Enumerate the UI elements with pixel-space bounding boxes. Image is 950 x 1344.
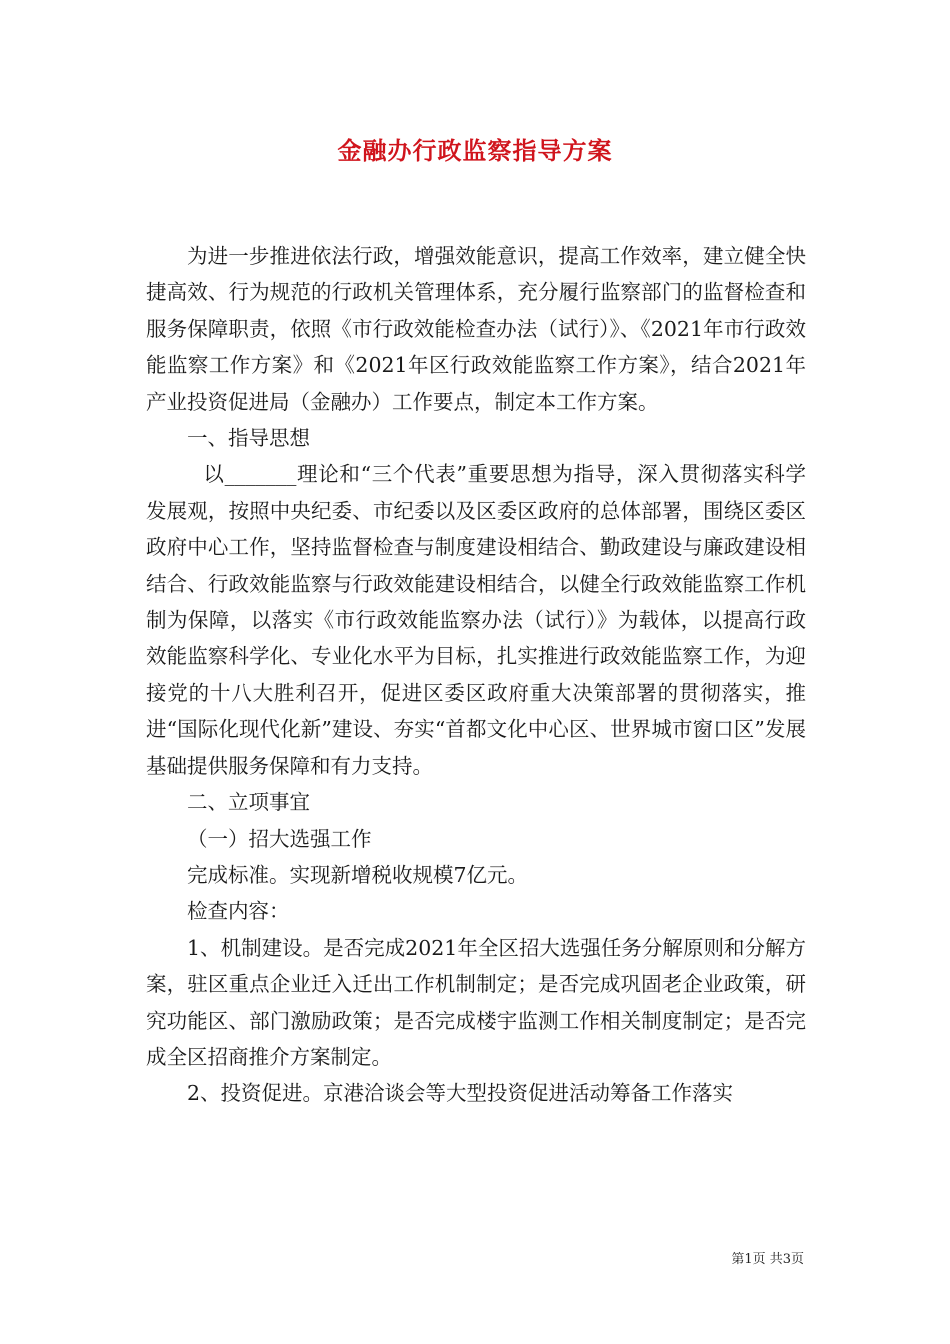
guiding-ideology-paragraph: 以_______理论和“三个代表”重要思想为指导，深入贯彻落实科学发展观，按照中央纪委、市纪委以及区委区政府的总体部署，围绕区委区政府中心工作，坚持监督检查与制度建设相结合、勤政建设与廉政建设相结合、行政效能监察与行政效能建设相结合，以健全行政效能监察工作机制为保障，以落实《市行政效能监察办法（试行）》为载体，以提高行政效能监察科学化、专业化水平为目标，扎实推进行政效能监察工作，为迎接党的十八大胜利召开，促进区委区政府重大决策部署的贯彻落实，推进“国际化现代化新”建设、夯实“首都文化中心区、世界城市窗口区”发展基础提供服务保障和有力支持。 xyxy=(146,462,806,778)
completion-standard-paragraph: 完成标准。实现新增税收规模7亿元。 xyxy=(187,862,529,887)
section-heading-project-matters: 二、立项事宜 xyxy=(187,790,310,815)
subsection-heading-investment: （一）招大选强工作 xyxy=(187,826,372,851)
investment-promotion-paragraph: 2、投资促进。京港洽谈会等大型投资促进活动筹备工作落实 xyxy=(187,1081,734,1106)
document-body xyxy=(146,238,806,1112)
intro-paragraph: 为进一步推进依法行政，增强效能意识，提高工作效率，建立健全快捷高效、行为规范的行政机关管理体系，充分履行监察部门的监督检查和服务保障职责，依照《市行政效能检查办法（试行）》、《2021年市行政效能监察工作方案》和《2021年区行政效能监察工作方案》，结合2021年产业投资促进局（金融办）工作要点，制定本工作方案。 xyxy=(146,244,806,414)
document-title: 金融办行政监察指导方案 xyxy=(337,136,613,165)
inspection-content-label: 检查内容： xyxy=(187,899,290,924)
mechanism-building-paragraph: 1、机制建设。是否完成2021年全区招大选强任务分解原则和分解方案，驻区重点企业迁入迁出工作机制制定；是否完成巩固老企业政策，研究功能区、部门激励政策；是否完成楼宇监测工作相关制度制定；是否完成全区招商推介方案制定。 xyxy=(146,935,806,1069)
page-indicator: 第1页 共3页 xyxy=(731,1252,804,1267)
section-heading-guiding-ideology: 一、指导思想 xyxy=(187,426,310,451)
